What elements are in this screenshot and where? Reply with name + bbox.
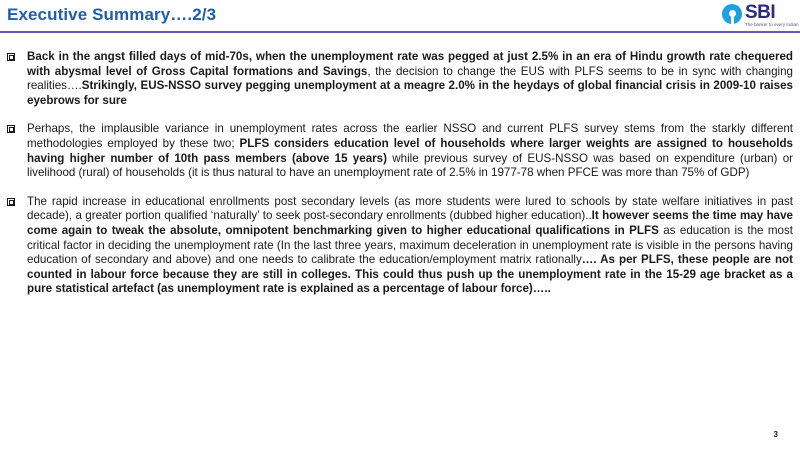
bullet-3-text bbox=[27, 195, 793, 296]
checkbox-bullet-icon bbox=[7, 198, 15, 206]
checkbox-bullet-icon bbox=[7, 125, 15, 133]
bullet-item-1 bbox=[7, 50, 793, 108]
bullet-1-bold-highlight: Strikingly, EUS-NSSO survey pegging unemployment at a meagre 2.0% in the heydays of global financial crisis in 2009-10 raises eyebrows for sure bbox=[27, 79, 793, 107]
bullet-1-body: , the decision to change the EUS with PLFS seems to be in sync with changing realities…. bbox=[27, 64, 793, 93]
bullet-list bbox=[7, 50, 793, 311]
bullet-item-2 bbox=[7, 122, 793, 180]
bullet-2-body-lead: Perhaps, the implausible variance in unemployment rates across the earlier NSSO and current PLFS survey stems from the starkly different methodologies employed by these two; bbox=[27, 122, 793, 150]
bullet-2-bold-highlight: PLFS considers education level of households where larger weights are assigned to households having higher number of 10th pass members (above 15 years) bbox=[27, 136, 794, 165]
bullet-1-text bbox=[27, 50, 793, 107]
page-number: 3 bbox=[773, 430, 778, 439]
bullet-3-bold-conclusion: …. As per PLFS, these people are not counted in labour force because they are still in colleges. This could thus push up the unemployment rate in the 15-29 age bracket as a pure statistical artefact (as unemployment rate is explained as a percentage of labour force)….. bbox=[27, 253, 793, 296]
checkbox-bullet-icon bbox=[7, 53, 15, 61]
bullet-2-text bbox=[27, 122, 793, 179]
bullet-item-3 bbox=[7, 195, 793, 297]
bullet-2-body-tail: while previous survey of EUS-NSSO was based on expenditure (urban) or livelihood (rural) of households (it is thus natural to have an unemployment rate of 2.5% in 1977-78 when PFCE was more than 75% of GDP) bbox=[27, 151, 794, 180]
bullet-3-body-lead: The rapid increase in educational enrollments post secondary levels (as more students were lured to schools by state welfare initiatives in past decade), a greater portion qualified ‘naturally’ to seek post-secondary enrollments (dubbed higher education).. bbox=[27, 194, 793, 223]
sbi-logo-icon bbox=[722, 4, 742, 24]
sbi-logo-tagline: The banker to every Indian bbox=[745, 22, 799, 27]
bullet-3-body-middle: as education is the most critical factor in deciding the unemployment rate (In the last three years, maximum deceleration in unemployment rate is visible in the persons having education of secondary and above) and one needs to calibrate the education/employment matrix rationally bbox=[27, 223, 793, 267]
sbi-logo-text: SBI bbox=[745, 2, 776, 23]
bullet-3-bold-highlight: It however seems the time may have come again to tweak the absolute, omnipotent benchmarking given to higher educational qualifications in PLFS bbox=[27, 209, 793, 237]
slide-header bbox=[0, 0, 800, 34]
bullet-1-bold-lead: Back in the angst filled days of mid-70s, when the unemployment rate was pegged at just 2.5% in an era of Hindu growth rate chequered with abysmal level of Gross Capital formations and Savings bbox=[27, 50, 793, 78]
header-divider bbox=[0, 31, 800, 33]
sbi-logo bbox=[720, 2, 799, 30]
page-title: Executive Summary….2/3 bbox=[7, 5, 217, 24]
